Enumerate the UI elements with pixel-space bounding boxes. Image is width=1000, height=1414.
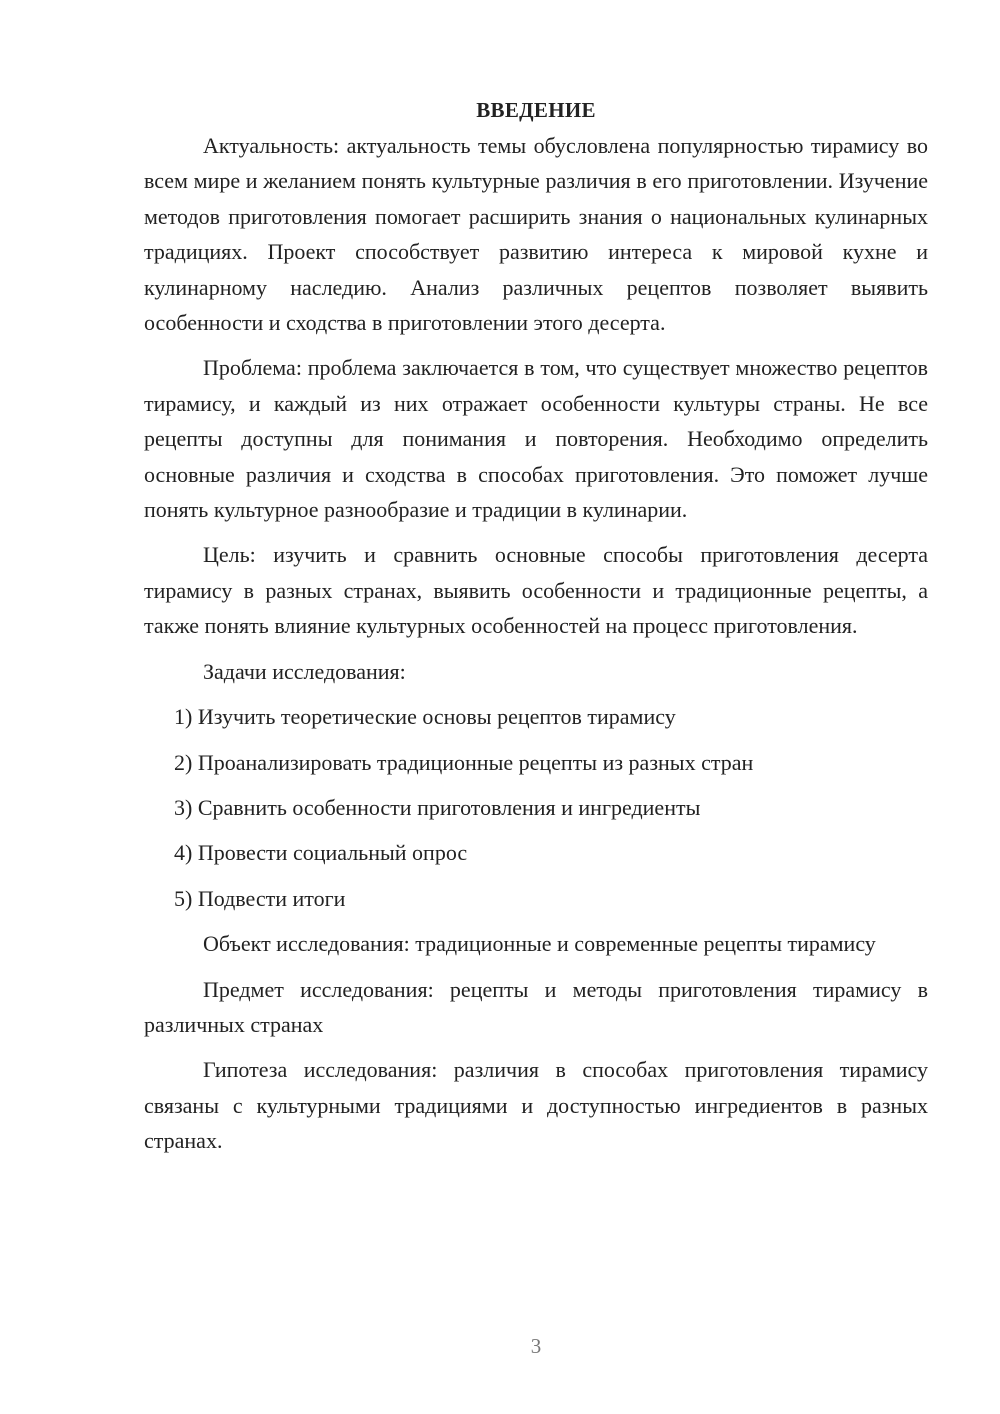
paragraph-problem: Проблема: проблема заключается в том, что существует множество рецептов тирамису, и каждый из них отражает особенности культуры страны. Не все рецепты доступны для понимания и повторения. Необходимо определить основные различия и сходства в способах приготовления. Это поможет лучше понять культурное разнообразие и традиции в кулинарии. (144, 355, 928, 523)
paragraph-subject: Предмет исследования: рецепты и методы приготовления тирамису в различных странах (144, 976, 928, 1037)
tasks-list (144, 699, 928, 916)
page-title: ВВЕДЕНИЕ (476, 98, 596, 122)
document-page (144, 92, 928, 1159)
paragraph-relevance: Актуальность: актуальность темы обусловлена популярностью тирамису во всем мире и желанием понять культурные различия в его приготовлении. Изучение методов приготовления помогает расширить знания о национальных кулинарных традициях. Проект способствует развитию интереса к мировой кухне и кулинарному наследию. Анализ различных рецептов позволяет выявить особенности и сходства в приготовлении этого десерта. (144, 133, 928, 336)
page-number: 3 (530, 1334, 542, 1358)
paragraph-goal: Цель: изучить и сравнить основные способы приготовления десерта тирамису в разных странах, выявить особенности и традиционные рецепты, а также понять влияние культурных особенностей на процесс приготовления. (144, 542, 928, 639)
task-item: 5) Подвести итоги (174, 885, 346, 911)
task-item: 2) Проанализировать традиционные рецепты из разных стран (174, 749, 754, 775)
task-item: 1) Изучить теоретические основы рецептов тирамису (174, 704, 676, 730)
paragraph-hypothesis: Гипотеза исследования: различия в способах приготовления тирамису связаны с культурными традициями и доступностью ингредиентов в разных странах. (144, 1057, 928, 1154)
paragraph-object: Объект исследования: традиционные и современные рецепты тирамису (203, 931, 876, 957)
task-item: 3) Сравнить особенности приготовления и ингредиенты (174, 794, 701, 820)
task-item: 4) Провести социальный опрос (174, 840, 468, 866)
tasks-heading: Задачи исследования: (203, 658, 406, 684)
